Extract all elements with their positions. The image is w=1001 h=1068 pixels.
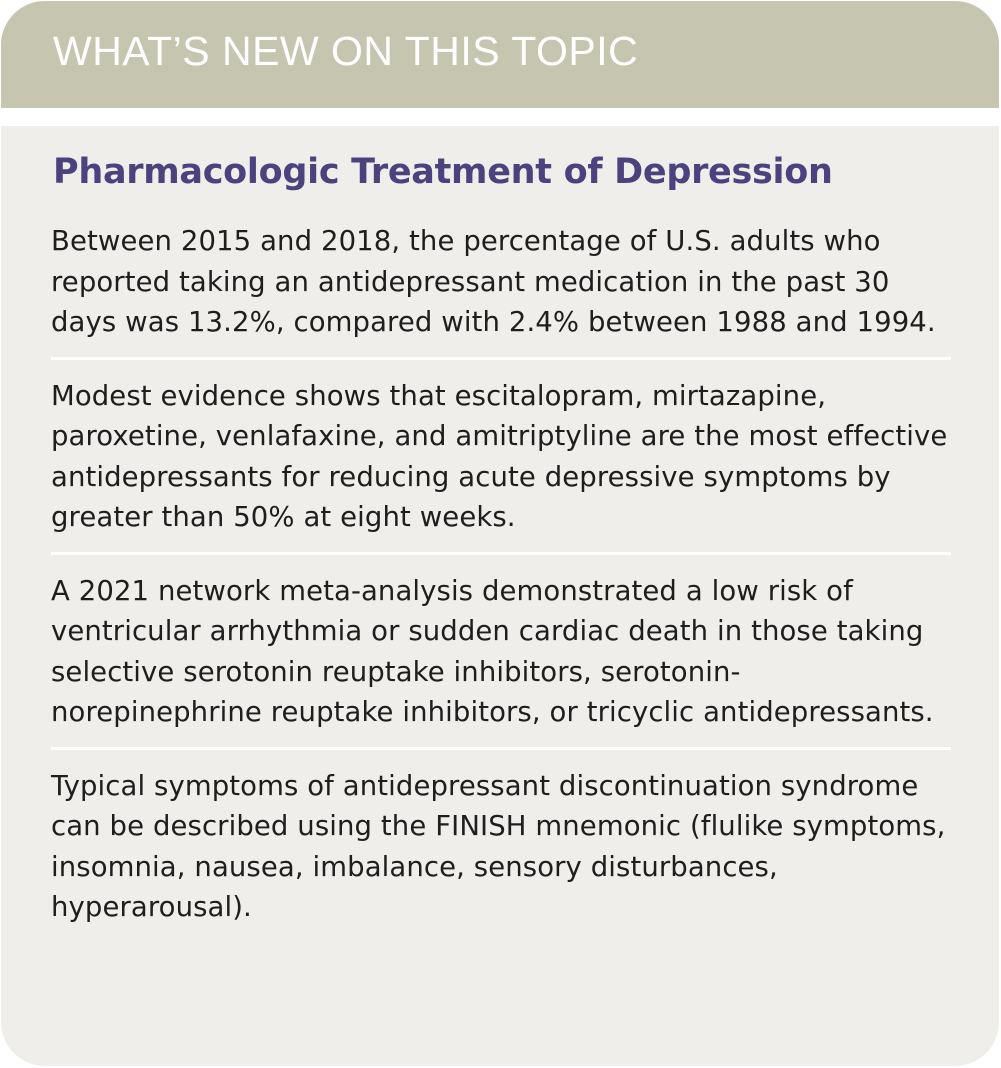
item-divider bbox=[51, 552, 951, 555]
topic-title: Pharmacologic Treatment of Depression bbox=[53, 152, 833, 192]
item-divider bbox=[51, 357, 951, 360]
header-title: WHAT’S NEW ON THIS TOPIC bbox=[53, 28, 639, 74]
header-divider bbox=[1, 108, 999, 126]
item-divider bbox=[51, 747, 951, 750]
card-header bbox=[1, 1, 999, 108]
list-item: Modest evidence shows that escitalopram, mirtazapine, paroxetine, venlafaxine, and amitriptyline are the most effective antidepressants for reducing acute depressive symptoms by greater than 50% at eight weeks. bbox=[51, 379, 948, 533]
list-item: Typical symptoms of antidepressant discontinuation syndrome can be described using the FINISH mnemonic (flulike symptoms, insomnia, nausea, imbalance, sensory disturbances, hyperarousal). bbox=[51, 769, 946, 923]
whats-new-card bbox=[1, 1, 999, 1066]
list-item: Between 2015 and 2018, the percentage of U.S. adults who reported taking an antidepressant medication in the past 30 days was 13.2%, compared with 2.4% between 1988 and 1994. bbox=[51, 225, 936, 338]
topic-items bbox=[51, 221, 951, 928]
list-item: A 2021 network meta-analysis demonstrated a low risk of ventricular arrhythmia or sudden cardiac death in those taking selective serotonin reuptake inhibitors, serotonin-norepinephrine reuptake inhibitors, or tricyclic antidepressants. bbox=[51, 574, 934, 728]
